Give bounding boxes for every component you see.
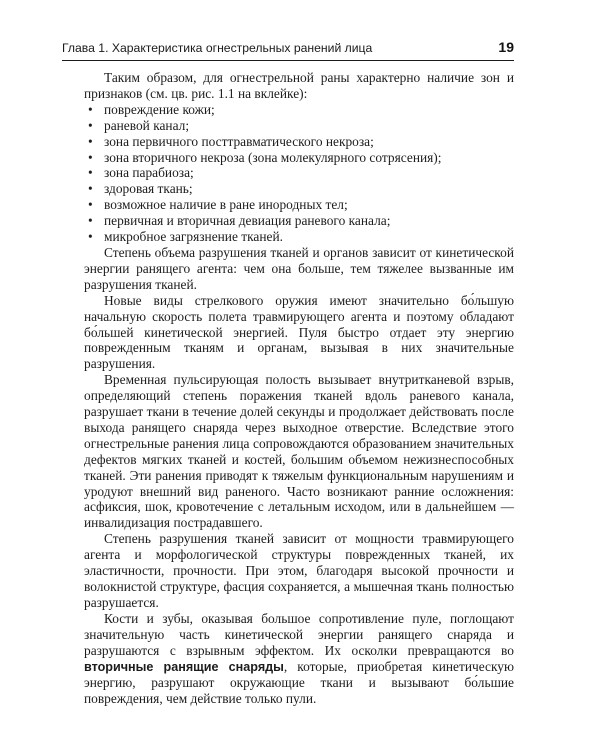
kinetic-energy-paragraph: Степень объема разрушения тканей и органов зависит от кинетической энергии ранящего агента: чем она больше, тем тяжелее вызванные им разрушения тканей. [84,244,514,292]
chapter-title: Глава 1. Характеристика огнестрельных ранений лица [62,41,373,55]
bones-text-start: Кости и зубы, оказывая большое сопротивление пуле, поглощают значительную часть кинетической энергии ранящего снаряда и разрушаются с взрывным эффектом. Их осколки превращаются во [84,610,514,658]
bullet-icon: • [88,229,93,245]
temporary-cavity-paragraph: Временная пульсирующая полость вызывает внутритканевой взрыв, определяющий степень поражения тканей вдоль раневого канала, разрушает ткани в течение долей секунды и продолжает действовать после выхода ранящего снаряда через выходное отверстие. Вследствие этого огнестрельные ранения лица сопровождаются образованием значительных дефектов мягких тканей и костей, большим объемом нежизнеспособных тканей. Эти ранения приводят к тяжелым функциональным нарушениям и уродуют внешний вид раненого. Часто возникают ранние осложнения: асфиксия, шок, кровотечение с летальным исходом, или в дальнейшем — инвалидизация пострадавшего. [84,372,514,531]
list-item-text: зона парабиоза; [104,165,194,181]
list-item [84,213,514,229]
bones-teeth-paragraph [84,611,514,707]
list-item-text: первичная и вторичная девиация раневого канала; [104,213,391,229]
page-number: 19 [498,39,514,55]
secondary-projectiles-term: вторичные ранящие снаряды [84,659,284,674]
list-item [84,118,514,134]
wound-zones-list [84,102,514,245]
list-item [84,165,514,181]
body-text [84,70,514,707]
bullet-icon: • [88,165,93,181]
weapons-paragraph: Новые виды стрелкового оружия имеют значительно бо́льшую начальную скорость полета травмирующего агента и поэтому обладают бо́льшей кинетической энергией. Пуля быстро отдает эту энергию поврежденным тканям и органам, вызывая в них значительные разрушения. [84,292,514,372]
list-item-text: возможное наличие в ране инородных тел; [104,197,348,213]
list-item [84,197,514,213]
bullet-icon: • [88,133,93,149]
bones-text-end: , которые, приобретая кинетическую энергию, разрушают окружающие ткани и вызывают бо́льшие повреждения, чем действие только пули. [84,658,514,707]
bullet-icon: • [88,213,93,229]
list-item [84,102,514,118]
bullet-icon: • [88,181,93,197]
list-item-text: здоровая ткань; [104,181,193,197]
list-item-text: зона вторичного некроза (зона молекулярного сотрясения); [104,149,442,165]
list-item-text: повреждение кожи; [104,101,215,117]
running-header [62,38,514,61]
bullet-icon: • [88,197,93,213]
list-item [84,181,514,197]
bullet-icon: • [88,117,93,133]
intro-paragraph: Таким образом, для огнестрельной раны характерно наличие зон и признаков (см. цв. рис. 1.1 на вклейке): [84,70,514,101]
list-item [84,229,514,245]
bullet-icon: • [88,149,93,165]
list-item-text: микробное загрязнение тканей. [104,229,283,245]
bullet-icon: • [88,101,93,117]
tissue-structure-paragraph: Степень разрушения тканей зависит от мощности травмирующего агента и морфологической структуры поврежденных тканей, их эластичности, прочности. При этом, благодаря высокой прочности и волокнистой структуре, фасция сохраняется, а мышечная ткань полностью разрушается. [84,531,514,610]
list-item [84,134,514,150]
list-item-text: зона первичного посттравматического некроза; [104,133,374,149]
list-item-text: раневой канал; [104,117,190,133]
list-item [84,150,514,166]
